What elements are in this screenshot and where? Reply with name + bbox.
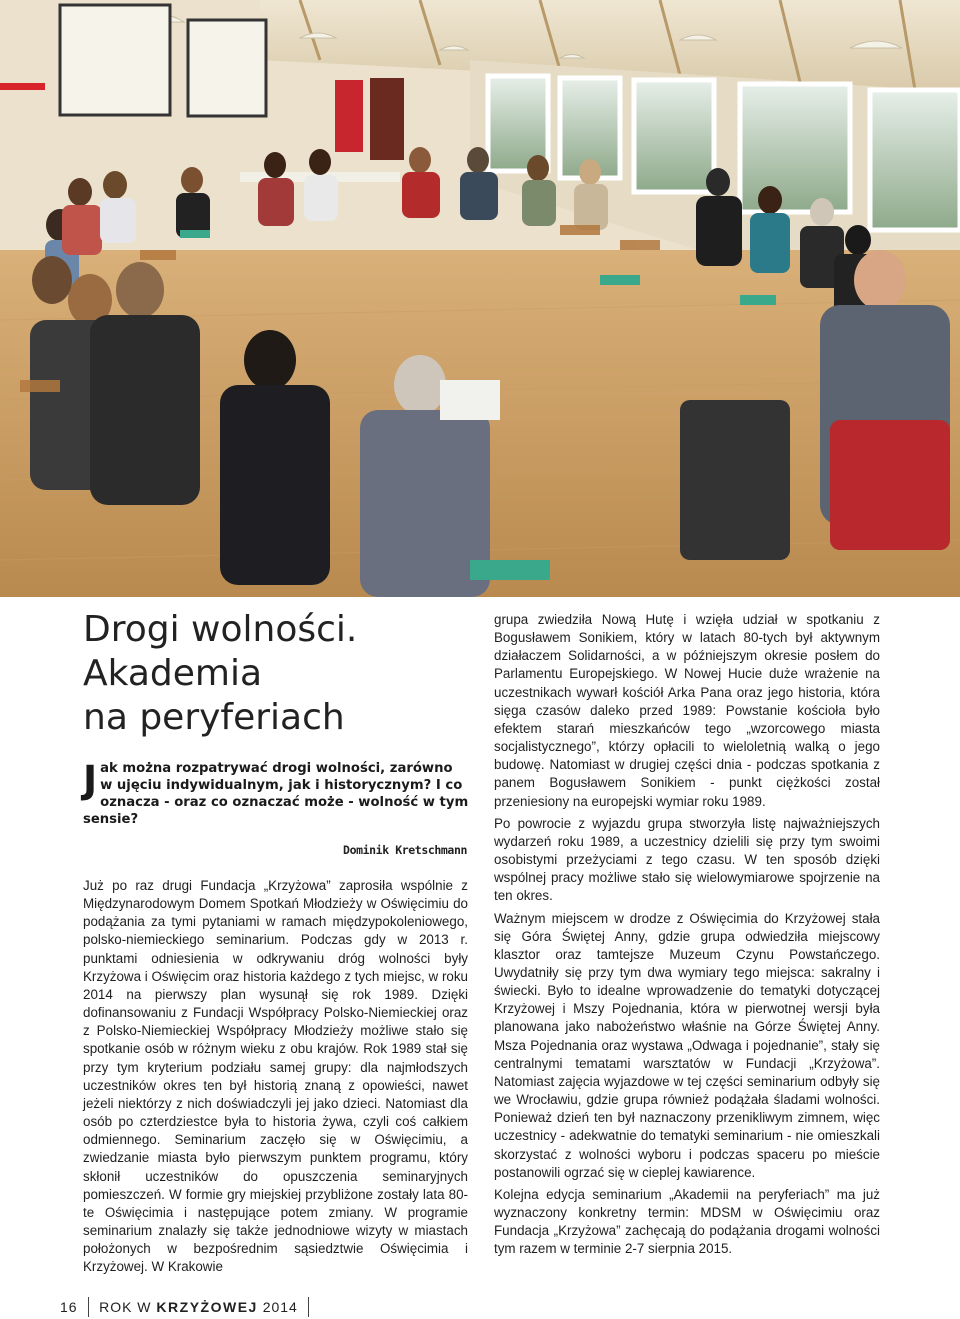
footer-divider xyxy=(88,1297,90,1317)
page-footer xyxy=(60,1297,309,1317)
footer-divider xyxy=(308,1297,310,1317)
body-paragraph: grupa zwiedziła Nową Hutę i wzięła udział w spotkaniu z Bogusławem Sonikiem, który w latach 80-tych był aktywnym działaczem Solidarności, a w późniejszym okresie posłem do Parlamentu Europejskiego. W Nowej Hucie duże wrażenie na uczestnikach wywarł kościół Arka Pana oraz jego historia, która sięga czasów daleko przed 1989: Powstanie kościoła było efektem starań mieszkańców tego „wzorcowego miasta socjalistycznego”, którzy opłacili to wieloletnią walką o jego budowę. Natomiast w drugiej części dnia - podczas spotkania z panem Bogusławem Sonikiem - punkt ciężkości został przeniesiony na europejski wymiar roku 1989. xyxy=(494,612,880,809)
page-number: 16 xyxy=(60,1299,78,1315)
footer-brand: KRZYŻOWEJ xyxy=(156,1299,258,1315)
title-line-1: Drogi wolności. xyxy=(83,609,358,650)
seminar-photo xyxy=(0,0,960,597)
title-line-3: na peryferiach xyxy=(83,697,345,738)
accent-bar xyxy=(0,83,45,90)
body-paragraph: Po powrocie z wyjazdu grupa stworzyła listę najważniejszych wydarzeń roku 1989, a uczestnicy dzielili się przy tym swoimi osobistymi przeżyciami z tego czasu. W ten sposób dzięki wspólnej pracy możliwe stało się wielowymiarowe spojrzenie na ten okres. xyxy=(494,815,880,904)
body-paragraph: Już po raz drugi Fundacja „Krzyżowa” zaprosiła wspólnie z Międzynarodowym Domem Spotkań Młodzieży w Oświęcimiu do podążania za tymi pytaniami w ramach międzypokoleniowego, polsko-niemieckiego seminarium. Podczas gdy w 2013 r. punktami odniesienia w odkrywaniu dróg wolności były Krzyżowa i Oświęcim oraz historia każdego z tych miejsc, w roku 2014 na pierwszy plan wysunął się rok 1989. Dzięki dofinansowaniu z Fundacji Współpracy Polsko-Niemieckiej oraz z Polsko-Niemieckiej Współpracy Młodzieży możliwe stało się spotkanie osób w różnym wieku z obu krajów. Rok 1989 stał się przy tym kryterium podziału samej grupy: dla najmłodszych uczestników okres ten był historią znaną z opowieści, nawet jeżeli niektórzy z nich doświadczyli jej jako dzieci. Natomiast dla osób po czterdziestce była to historia żywa, czyli coś całkiem odmiennego. Seminarium zaczęło się w Oświęcimiu, a zwiedzanie miasta było pierwszym punktem programu, który skłonił uczestników do opuszczenia seminaryjnych pomieszczeń. W formie gry miejskiej przybliżone zostały lata 80-te Oświęcimia i następujące potem zmiany. W programie seminarium znalazły się także jednodniowe wizyty w miastach położonych w bezpośrednim sąsiedztwie Oświęcimia i Krzyżowej. W Krakowie xyxy=(83,878,468,1275)
title-line-2: Akademia xyxy=(83,653,263,694)
poster-2 xyxy=(188,20,266,116)
lead-dropcap: J xyxy=(83,758,98,802)
body-column-right xyxy=(494,611,880,1258)
body-paragraph: Kolejna edycja seminarium „Akademii na peryferiach” ma już wyznaczony konkretny termin: MDSM w Oświęcimiu oraz Fundacja „Krzyżowa” zachęcają do podążania drogami wolności tym razem w terminie 2-7 sierpnia 2015. xyxy=(494,1186,880,1257)
body-paragraph: Ważnym miejscem w drodze z Oświęcimia do Krzyżowej stała się Góra Świętej Anny, gdzie grupa odwiedziła miejscowy klasztor oraz tamtejsze Muzeum Czynu Powstańczego. Uwydatniły się przy tym dwa wymiary tego miejsca: sakralny i świecki. Było to idealne wprowadzenie do tematyki dotyczącej Krzyżowej i Mszy Pojednania, która w pierwotnej wersji była planowana jako nabożeństwo właśnie na Górze Świętej Anny. Msza Pojednania oraz wystawa „Odwaga i pojednanie”, stały się centralnymi tematami warsztatów w Fundacji „Krzyżowa”. Natomiast zajęcia wyjazdowe w tej części seminarium odbyły się we Wrocławiu, gdzie grupa również podążała śladami wolności. Ponieważ dzień ten był naznaczony przenikliwym zimnem, więc uczestnicy - adekwatnie do tematyki seminarium - nie omieszkali skorzystać z wolności wyboru i podczas spaceru po mieście postanowili ogrzać się w cieplej kawiarence. xyxy=(494,910,880,1180)
author-byline: Dominik Kretschmann xyxy=(343,843,467,857)
body-column-left xyxy=(83,877,468,1276)
footer-year: 2014 xyxy=(257,1299,298,1315)
lead-text: ak można rozpatrywać drogi wolności, zarówno w ujęciu indywidualnym, jak i historycznym? I co oznacza - oraz co oznaczać może - wolność w tym sensie? xyxy=(83,761,469,827)
poster-4 xyxy=(370,78,404,160)
footer-label-prefix: ROK W xyxy=(99,1299,157,1315)
article-lead xyxy=(83,760,469,828)
poster-1 xyxy=(60,5,170,115)
footer-label xyxy=(99,1299,298,1315)
article-title xyxy=(83,608,473,740)
poster-3 xyxy=(335,80,363,152)
